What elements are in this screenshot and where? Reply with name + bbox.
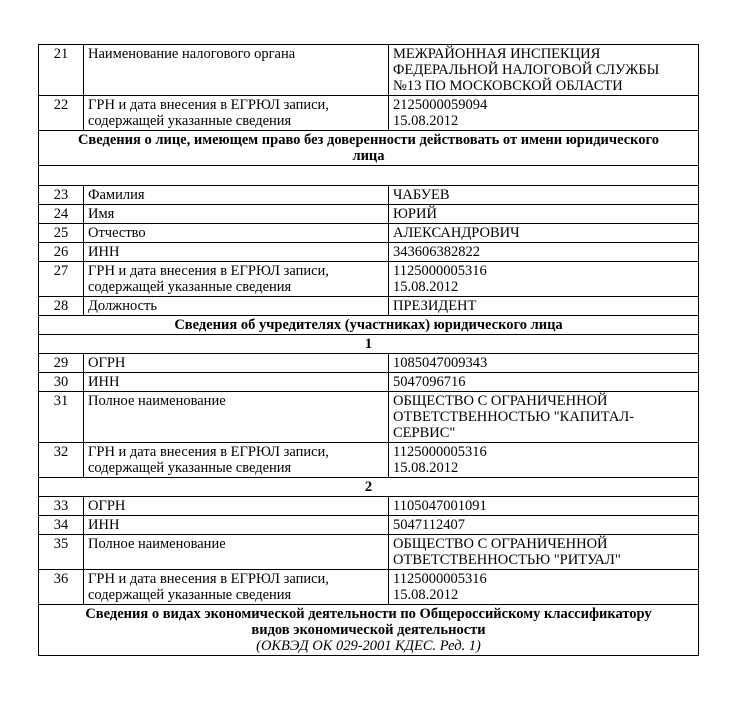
field-value-surname: ЧАБУЕВ bbox=[389, 186, 699, 205]
section-header-row bbox=[39, 131, 699, 166]
label-line: содержащей указанные сведения bbox=[88, 113, 292, 129]
table-row bbox=[39, 516, 699, 535]
field-value-tax-authority bbox=[389, 45, 699, 96]
row-number: 32 bbox=[39, 443, 84, 478]
field-value-grn bbox=[389, 96, 699, 131]
field-label-patronymic: Отчество bbox=[84, 224, 389, 243]
value-line: 15.08.2012 bbox=[393, 113, 459, 129]
field-label-grn bbox=[84, 262, 389, 297]
founder-index: 2 bbox=[39, 478, 699, 497]
field-label-name: Имя bbox=[84, 205, 389, 224]
value-line: ОБЩЕСТВО С ОГРАНИЧЕННОЙ bbox=[393, 393, 608, 409]
value-line: ФЕДЕРАЛЬНОЙ НАЛОГОВОЙ СЛУЖБЫ bbox=[393, 62, 660, 78]
subsection-row bbox=[39, 335, 699, 354]
label-line: ГРН и дата внесения в ЕГРЮЛ записи, bbox=[88, 571, 329, 587]
row-number: 26 bbox=[39, 243, 84, 262]
row-number: 22 bbox=[39, 96, 84, 131]
founder-index: 1 bbox=[39, 335, 699, 354]
field-label-inn: ИНН bbox=[84, 516, 389, 535]
value-line: 15.08.2012 bbox=[393, 587, 459, 603]
row-number: 29 bbox=[39, 354, 84, 373]
table-row bbox=[39, 96, 699, 131]
field-value-inn: 5047096716 bbox=[389, 373, 699, 392]
value-line: №13 ПО МОСКОВСКОЙ ОБЛАСТИ bbox=[393, 78, 623, 94]
value-line: ОТВЕТСТВЕННОСТЬЮ "КАПИТАЛ- bbox=[393, 409, 635, 425]
row-number: 36 bbox=[39, 570, 84, 605]
field-label-ogrn: ОГРН bbox=[84, 497, 389, 516]
field-value-grn bbox=[389, 443, 699, 478]
row-number: 24 bbox=[39, 205, 84, 224]
table-row bbox=[39, 45, 699, 96]
row-number: 28 bbox=[39, 297, 84, 316]
egrul-table bbox=[38, 44, 699, 656]
section-title-line: видов экономической деятельности bbox=[251, 622, 486, 638]
field-label-inn: ИНН bbox=[84, 373, 389, 392]
row-number: 35 bbox=[39, 535, 84, 570]
label-line: содержащей указанные сведения bbox=[88, 587, 292, 603]
field-value-inn: 5047112407 bbox=[389, 516, 699, 535]
table-row bbox=[39, 354, 699, 373]
table-row bbox=[39, 205, 699, 224]
value-line: 1125000005316 bbox=[393, 263, 487, 279]
field-label-surname: Фамилия bbox=[84, 186, 389, 205]
value-line: 1125000005316 bbox=[393, 444, 487, 460]
row-number: 25 bbox=[39, 224, 84, 243]
field-label-inn: ИНН bbox=[84, 243, 389, 262]
field-value-ogrn: 1085047009343 bbox=[389, 354, 699, 373]
table-row bbox=[39, 224, 699, 243]
field-label-full-name: Полное наименование bbox=[84, 535, 389, 570]
egrul-extract-sheet bbox=[38, 44, 698, 656]
row-number: 30 bbox=[39, 373, 84, 392]
field-label-position: Должность bbox=[84, 297, 389, 316]
section-title-director bbox=[39, 131, 699, 166]
field-label-full-name: Полное наименование bbox=[84, 392, 389, 443]
label-line: ГРН и дата внесения в ЕГРЮЛ записи, bbox=[88, 263, 329, 279]
value-line: 1125000005316 bbox=[393, 571, 487, 587]
value-line: 15.08.2012 bbox=[393, 460, 459, 476]
field-value-ogrn: 1105047001091 bbox=[389, 497, 699, 516]
table-row bbox=[39, 443, 699, 478]
table-row bbox=[39, 297, 699, 316]
table-row bbox=[39, 392, 699, 443]
table-row bbox=[39, 243, 699, 262]
value-line: ОТВЕТСТВЕННОСТЬЮ "РИТУАЛ" bbox=[393, 552, 621, 568]
subsection-row bbox=[39, 478, 699, 497]
section-header-row bbox=[39, 316, 699, 335]
field-value-full-name bbox=[389, 535, 699, 570]
label-line: ГРН и дата внесения в ЕГРЮЛ записи, bbox=[88, 444, 329, 460]
empty-row bbox=[39, 166, 699, 186]
field-value-name: ЮРИЙ bbox=[389, 205, 699, 224]
table-row bbox=[39, 570, 699, 605]
field-label-ogrn: ОГРН bbox=[84, 354, 389, 373]
value-line: 15.08.2012 bbox=[393, 279, 459, 295]
empty-cell bbox=[39, 166, 699, 186]
row-number: 27 bbox=[39, 262, 84, 297]
field-value-position: ПРЕЗИДЕНТ bbox=[389, 297, 699, 316]
field-label-tax-authority: Наименование налогового органа bbox=[84, 45, 389, 96]
table-row bbox=[39, 535, 699, 570]
label-line: ГРН и дата внесения в ЕГРЮЛ записи, bbox=[88, 97, 329, 113]
label-line: содержащей указанные сведения bbox=[88, 279, 292, 295]
section-title-okved bbox=[39, 605, 699, 656]
value-line: ОБЩЕСТВО С ОГРАНИЧЕННОЙ bbox=[393, 536, 608, 552]
table-row bbox=[39, 497, 699, 516]
field-label-grn bbox=[84, 96, 389, 131]
row-number: 34 bbox=[39, 516, 84, 535]
value-line: МЕЖРАЙОННАЯ ИНСПЕКЦИЯ bbox=[393, 46, 601, 62]
section-title-founders: Сведения об учредителях (участниках) юридического лица bbox=[39, 316, 699, 335]
row-number: 23 bbox=[39, 186, 84, 205]
value-line: 2125000059094 bbox=[393, 97, 488, 113]
row-number: 31 bbox=[39, 392, 84, 443]
section-title-line: лица bbox=[352, 148, 385, 164]
section-subtitle: (ОКВЭД ОК 029-2001 КДЕС. Ред. 1) bbox=[256, 638, 481, 654]
field-value-grn bbox=[389, 570, 699, 605]
row-number: 33 bbox=[39, 497, 84, 516]
field-label-grn bbox=[84, 570, 389, 605]
section-title-line: Сведения о видах экономической деятельности по Общероссийскому классификатору bbox=[85, 606, 652, 622]
field-value-inn: 343606382822 bbox=[389, 243, 699, 262]
row-number: 21 bbox=[39, 45, 84, 96]
value-line: СЕРВИС" bbox=[393, 425, 456, 441]
field-label-grn bbox=[84, 443, 389, 478]
section-title-line: Сведения о лице, имеющем право без доверенности действовать от имени юридического bbox=[77, 132, 660, 148]
field-value-full-name bbox=[389, 392, 699, 443]
field-value-grn bbox=[389, 262, 699, 297]
label-line: содержащей указанные сведения bbox=[88, 460, 292, 476]
field-value-patronymic: АЛЕКСАНДРОВИЧ bbox=[389, 224, 699, 243]
table-row bbox=[39, 373, 699, 392]
table-row bbox=[39, 186, 699, 205]
table-row bbox=[39, 262, 699, 297]
section-header-row bbox=[39, 605, 699, 656]
